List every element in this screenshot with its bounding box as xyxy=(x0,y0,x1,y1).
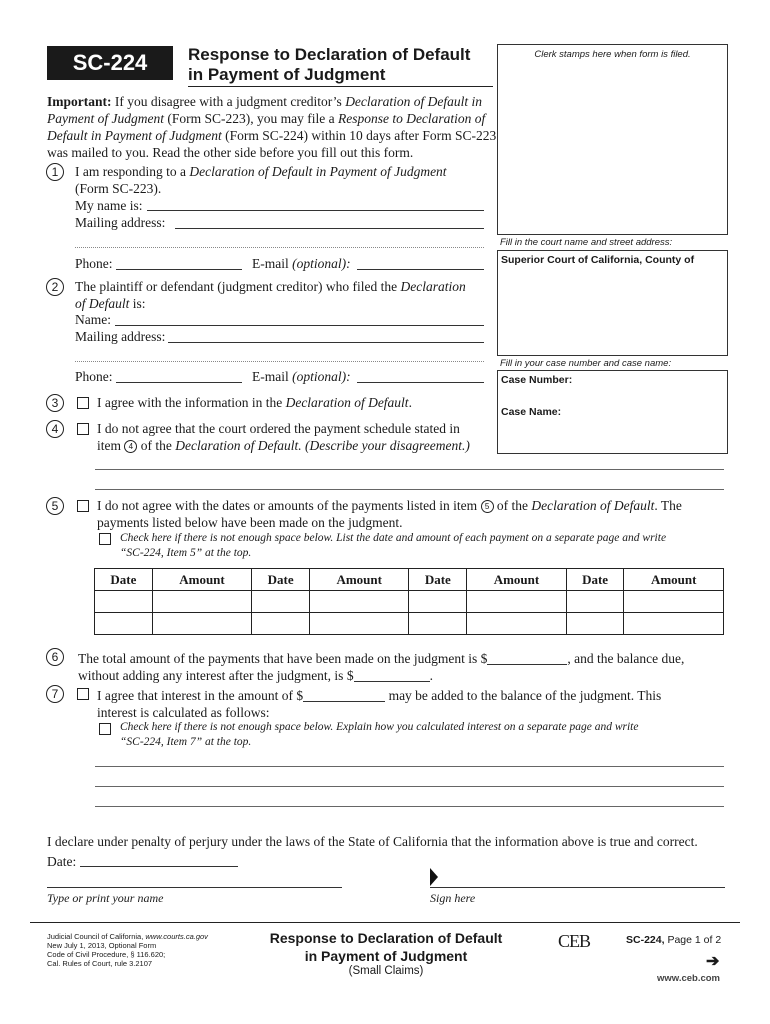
item-1-email-field[interactable] xyxy=(357,255,484,270)
item-6-text-line2: without adding any interest after the judgment, is $ . xyxy=(78,668,433,683)
item-7-interest-field[interactable] xyxy=(303,687,385,702)
type-name-label: Type or print your name xyxy=(47,891,164,905)
next-page-arrow-icon[interactable]: ➔ xyxy=(706,953,720,970)
footer-subtitle: (Small Claims) xyxy=(348,965,424,977)
item-1-mailing-field[interactable] xyxy=(175,214,484,229)
item-6-number: 6 xyxy=(46,648,64,666)
date-cell[interactable] xyxy=(409,613,467,635)
court-name-box[interactable] xyxy=(497,250,728,356)
item-5-checkbox[interactable] xyxy=(77,500,89,512)
item-2-text: The plaintiff or defendant (judgment creditor) who filed the Declaration of Default is: xyxy=(75,279,466,311)
amount-cell[interactable] xyxy=(624,591,724,613)
item-4-text: I do not agree that the court ordered the payment schedule stated in item 4 of the Declaration of Default. (Describe your disagreement.) xyxy=(97,421,470,453)
footer-page-info: SC-224, Page 1 of 2 xyxy=(626,934,722,946)
item-7-text: I agree that interest in the amount of $ may be added to the balance of the judgment. This interest is calculated as follows: xyxy=(97,688,662,720)
item-4-line-2[interactable] xyxy=(95,489,724,490)
amount-cell[interactable] xyxy=(152,591,251,613)
item-1-mailing-field-2[interactable] xyxy=(75,247,484,248)
date-cell[interactable] xyxy=(252,591,310,613)
item-7-checkbox[interactable] xyxy=(77,688,89,700)
date-cell[interactable] xyxy=(95,591,153,613)
item-2-mailing-field[interactable] xyxy=(168,328,484,343)
amount-cell[interactable] xyxy=(467,591,566,613)
item-5-extra-space-text: Check here if there is not enough space below. List the date and amount of each payment on a separate page and write “SC-224, Item 5” at the top. xyxy=(120,532,667,559)
item-2-number: 2 xyxy=(46,278,64,296)
item-5-number: 5 xyxy=(46,497,64,515)
item-2-email-field[interactable] xyxy=(357,368,484,383)
item-7-extra-space-text: Check here if there is not enough space below. Explain how you calculated interest on a separate page and write “SC-224, Item 7” at the top. xyxy=(120,721,639,748)
item-5-extra-space-checkbox[interactable] xyxy=(99,533,111,545)
item-7-line-2[interactable] xyxy=(95,786,724,787)
item-5-text: I do not agree with the dates or amounts of the payments listed in item 5 of the Declaration of Default. The payments listed below have been made on the judgment. xyxy=(97,498,682,530)
table-row xyxy=(95,613,724,635)
date-label: Date: xyxy=(47,854,77,869)
ceb-website[interactable]: www.ceb.com xyxy=(657,973,720,984)
item-3-checkbox[interactable] xyxy=(77,397,89,409)
item-7-number: 7 xyxy=(46,685,64,703)
payment-table xyxy=(94,568,724,635)
table-row xyxy=(95,591,724,613)
item-2-mailing-label: Mailing address: xyxy=(75,329,166,344)
date-cell[interactable] xyxy=(252,613,310,635)
item-6-total-field[interactable] xyxy=(487,650,567,665)
item-1-text: I am responding to a Declaration of Default in Payment of Judgment (Form SC-223). xyxy=(75,164,447,196)
signature-line[interactable] xyxy=(430,887,725,888)
item-4-checkbox[interactable] xyxy=(77,423,89,435)
col-header: Date xyxy=(409,569,467,591)
item-1-number: 1 xyxy=(46,163,64,181)
sign-here-label: Sign here xyxy=(430,891,476,905)
form-title-line1: Response to Declaration of Default xyxy=(188,45,471,64)
col-header: Amount xyxy=(624,569,724,591)
col-header: Date xyxy=(252,569,310,591)
clerk-stamp-box[interactable] xyxy=(497,44,728,235)
clerk-stamp-label: Clerk stamps here when form is filed. xyxy=(534,49,691,60)
footer-title: Response to Declaration of Default in Payment of Judgment xyxy=(269,930,503,964)
case-hint: Fill in your case number and case name: xyxy=(500,358,672,369)
case-info-box[interactable] xyxy=(497,370,728,454)
item-7-line-1[interactable] xyxy=(95,766,724,767)
date-cell[interactable] xyxy=(566,613,624,635)
item-7-line-3[interactable] xyxy=(95,806,724,807)
item-2-name-field[interactable] xyxy=(115,311,484,326)
item-2-phone-field[interactable] xyxy=(116,368,242,383)
col-header: Date xyxy=(95,569,153,591)
item-1-name-label: My name is: xyxy=(75,198,143,213)
item-1-mailing-label: Mailing address: xyxy=(75,215,166,230)
payment-table-header xyxy=(95,569,724,591)
item-1-phone-field[interactable] xyxy=(116,255,242,270)
date-cell[interactable] xyxy=(566,591,624,613)
item-1-email-label: E-mail (optional): xyxy=(252,256,351,271)
item-5-ref-icon: 5 xyxy=(481,500,494,513)
case-number-label: Case Number: xyxy=(501,374,573,386)
form-title-line2: in Payment of Judgment xyxy=(188,65,386,84)
item-2-email-label: E-mail (optional): xyxy=(252,369,351,384)
item-4-line-1[interactable] xyxy=(95,469,724,470)
amount-cell[interactable] xyxy=(624,613,724,635)
item-1-name-field[interactable] xyxy=(147,196,484,211)
amount-cell[interactable] xyxy=(309,613,408,635)
item-7-extra-space-checkbox[interactable] xyxy=(99,723,111,735)
item-1-phone-label: Phone: xyxy=(75,256,113,271)
item-4-ref-icon: 4 xyxy=(124,440,137,453)
ceb-logo: CEB xyxy=(558,931,591,951)
court-hint: Fill in the court name and street address: xyxy=(500,237,673,248)
declaration-text: I declare under penalty of perjury under the laws of the State of California that the information above is true and correct. xyxy=(47,834,698,849)
col-header: Amount xyxy=(152,569,251,591)
item-3-number: 3 xyxy=(46,394,64,412)
item-6-balance-field[interactable] xyxy=(354,667,430,682)
date-field[interactable] xyxy=(80,852,238,867)
item-3-text: I agree with the information in the Declaration of Default. xyxy=(97,395,412,410)
item-4-number: 4 xyxy=(46,420,64,438)
important-notice: Important: If you disagree with a judgment creditor’s Declaration of Default in Payment of Judgment (Form SC-223), you may file a Response to Declaration of Default in Payment of Judgment (Form SC-224) within 10 days after Form SC-223 was mailed to you. Read the other side before you fill out this form. xyxy=(47,94,497,160)
col-header: Date xyxy=(566,569,624,591)
amount-cell[interactable] xyxy=(152,613,251,635)
date-cell[interactable] xyxy=(95,613,153,635)
court-name: Superior Court of California, County of xyxy=(501,254,695,266)
case-name-label: Case Name: xyxy=(501,406,562,418)
col-header: Amount xyxy=(309,569,408,591)
item-2-mailing-field-2[interactable] xyxy=(75,361,484,362)
col-header: Amount xyxy=(467,569,566,591)
amount-cell[interactable] xyxy=(467,613,566,635)
amount-cell[interactable] xyxy=(309,591,408,613)
item-2-phone-label: Phone: xyxy=(75,369,113,384)
title-underline xyxy=(188,86,493,87)
name-line[interactable] xyxy=(47,887,342,888)
footer-rule xyxy=(30,922,740,923)
date-cell[interactable] xyxy=(409,591,467,613)
item-2-name-label: Name: xyxy=(75,312,111,327)
form-number-badge: SC-224 xyxy=(47,46,173,80)
footer-left-info: Judicial Council of California, www.courts.ca.gov New July 1, 2013, Optional Form Code of Civil Procedure, § 116.620; Cal. Rules of Court, rule 3.2107 xyxy=(47,932,208,968)
item-6-text-line1: The total amount of the payments that have been made on the judgment is $ , and the balance due, xyxy=(78,651,685,666)
sign-arrow-icon xyxy=(430,868,438,886)
